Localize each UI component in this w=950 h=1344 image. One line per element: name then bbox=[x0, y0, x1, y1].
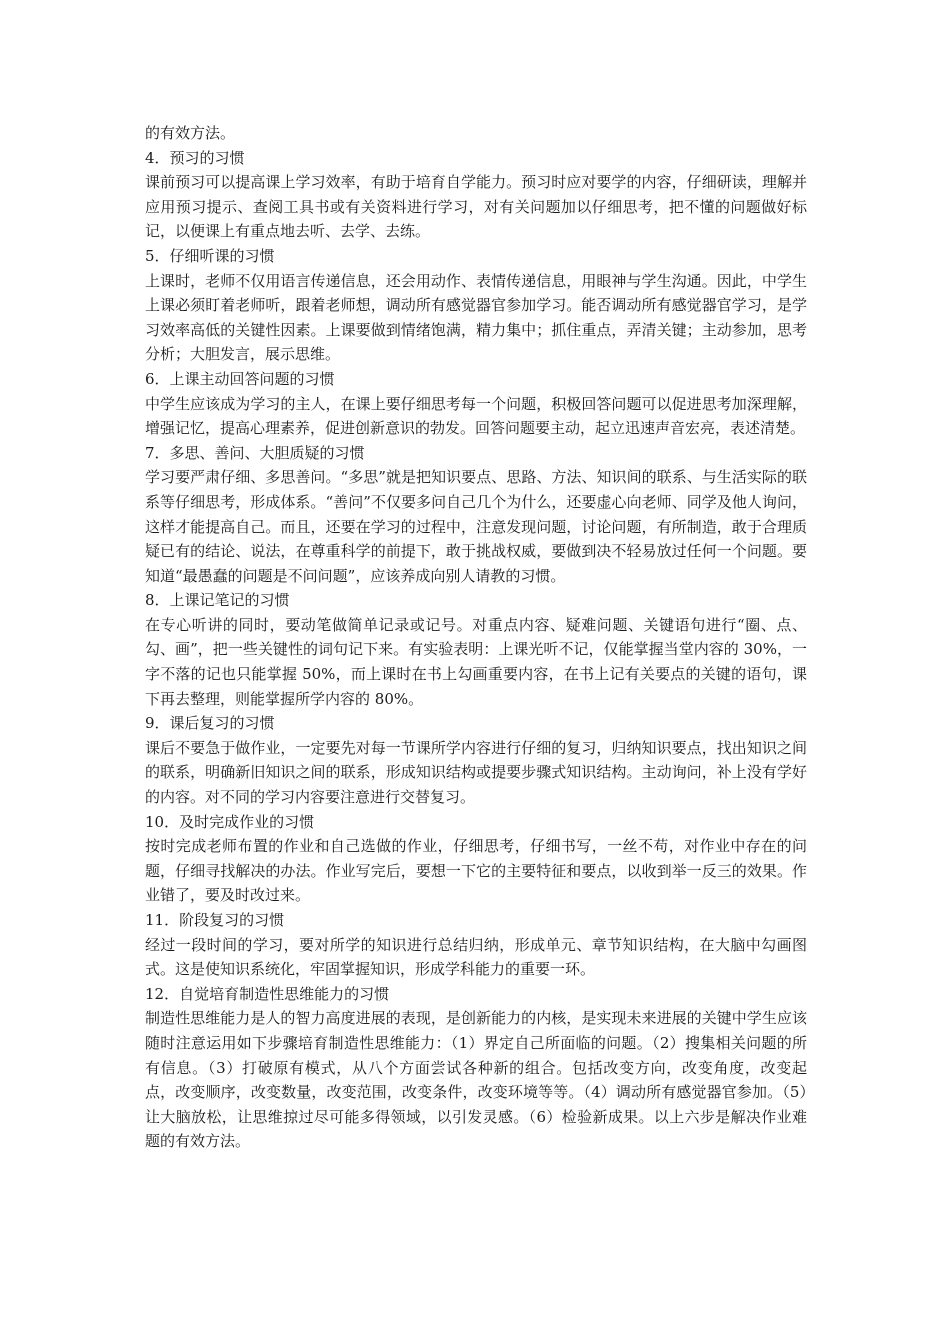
section-heading: 4．预习的习惯 bbox=[145, 148, 245, 167]
section-6 bbox=[145, 367, 807, 441]
section-body: 制造性思维能力是人的智力高度进展的表现，是创新能力的内核，是实现未来进展的关键中学生应该随时注意运用如下步骤培育制造性思维能力：（1）界定自己所面临的问题。（2）搜集相关问题的所有信息。（3）打破原有模式，从八个方面尝试各种新的组合。包括改变方向，改变角度，改变起点，改变顺序，改变数量，改变范围，改变条件，改变环境等等。（4）调动所有感觉器官参加。（5）让大脑放松，让思维掠过尽可能多得领域，以引发灵感。（6）检验新成果。以上六步是解决作业难题的有效方法。 bbox=[145, 1009, 807, 1151]
section-heading: 11．阶段复习的习惯 bbox=[145, 911, 285, 929]
intro-tail-text: 的有效方法。 bbox=[145, 124, 236, 142]
section-10 bbox=[145, 810, 807, 908]
section-7 bbox=[145, 441, 807, 589]
section-8 bbox=[145, 588, 807, 711]
document-page bbox=[145, 121, 807, 1154]
section-9 bbox=[145, 711, 807, 809]
section-heading: 6．上课主动回答问题的习惯 bbox=[145, 369, 335, 388]
section-body: 按时完成老师布置的作业和自己选做的作业，仔细思考，仔细书写，一丝不苟，对作业中存在的问题，仔细寻找解决的办法。作业写完后，要想一下它的主要特征和要点，以收到举一反三的效果。作业错了，要及时改过来。 bbox=[145, 837, 807, 905]
section-body: 课后不要急于做作业，一定要先对每一节课所学内容进行仔细的复习，归纳知识要点，找出知识之间的联系，明确新旧知识之间的联系，形成知识结构或提要步骤式知识结构。主动询问，补上没有学好的内容。对不同的学习内容要注意进行交替复习。 bbox=[145, 738, 807, 807]
section-body: 上课时，老师不仅用语言传递信息，还会用动作、表情传递信息，用眼神与学生沟通。因此，中学生上课必须盯着老师听，跟着老师想，调动所有感觉器官参加学习。能否调动所有感觉器官学习，是学习效率高低的关键性因素。上课要做到情绪饱满，精力集中；抓住重点，弄清关键；主动参加，思考分析；大胆发言，展示思维。 bbox=[145, 271, 807, 364]
section-heading: 9．课后复习的习惯 bbox=[145, 714, 275, 733]
section-body: 学习要严肃仔细、多思善问。“多思”就是把知识要点、思路、方法、知识间的联系、与生活实际的联系等仔细思考，形成体系。“善问”不仅要多问自己几个为什么，还要虚心向老师、同学及他人询问，这样才能提高自己。而且，还要在学习的过程中，注意发现问题，讨论问题，有所制造，敢于合理质疑已有的结论、说法，在尊重科学的前提下，敢于挑战权威，要做到决不轻易放过任何一个问题。要知道“最愚蠢的问题是不问问题”，应该养成向别人请教的习惯。 bbox=[145, 468, 807, 585]
section-body: 课前预习可以提高课上学习效率，有助于培育自学能力。预习时应对要学的内容，仔细研读，理解并应用预习提示、查阅工具书或有关资料进行学习，对有关问题加以仔细思考，把不懂的问题做好标记，以便课上有重点地去听、去学、去练。 bbox=[145, 173, 807, 241]
section-4 bbox=[145, 146, 807, 244]
section-heading: 10．及时完成作业的习惯 bbox=[145, 812, 315, 831]
section-heading: 12．自觉培育制造性思维能力的习惯 bbox=[145, 984, 390, 1003]
section-heading: 5．仔细听课的习惯 bbox=[145, 246, 275, 265]
section-heading: 8．上课记笔记的习惯 bbox=[145, 591, 290, 610]
section-12 bbox=[145, 982, 807, 1154]
section-body: 经过一段时间的学习，要对所学的知识进行总结归纳，形成单元、章节知识结构，在大脑中勾画图式。这是使知识系统化，牢固掌握知识，形成学科能力的重要一环。 bbox=[145, 935, 807, 979]
section-11 bbox=[145, 908, 807, 982]
section-body: 在专心听讲的同时，要动笔做简单记录或记号。对重点内容、疑难问题、关键语句进行“圈、点、勾、画”，把一些关键性的词句记下来。有实验表明：上课光听不记，仅能掌握当堂内容的 30%，一字不落的记也只能掌握 50%，而上课时在书上勾画重要内容，在书上记有关要点的关键的语句，课下再去整理，则能掌握所学内容的 80%。 bbox=[145, 615, 807, 708]
section-5 bbox=[145, 244, 807, 367]
section-body: 中学生应该成为学习的主人，在课上要仔细思考每一个问题，积极回答问题可以促进思考加深理解，增强记忆，提高心理素养，促进创新意识的勃发。回答问题要主动，起立迅速声音宏亮，表述清楚。 bbox=[145, 394, 807, 438]
section-heading: 7．多思、善问、大胆质疑的习惯 bbox=[145, 443, 365, 462]
